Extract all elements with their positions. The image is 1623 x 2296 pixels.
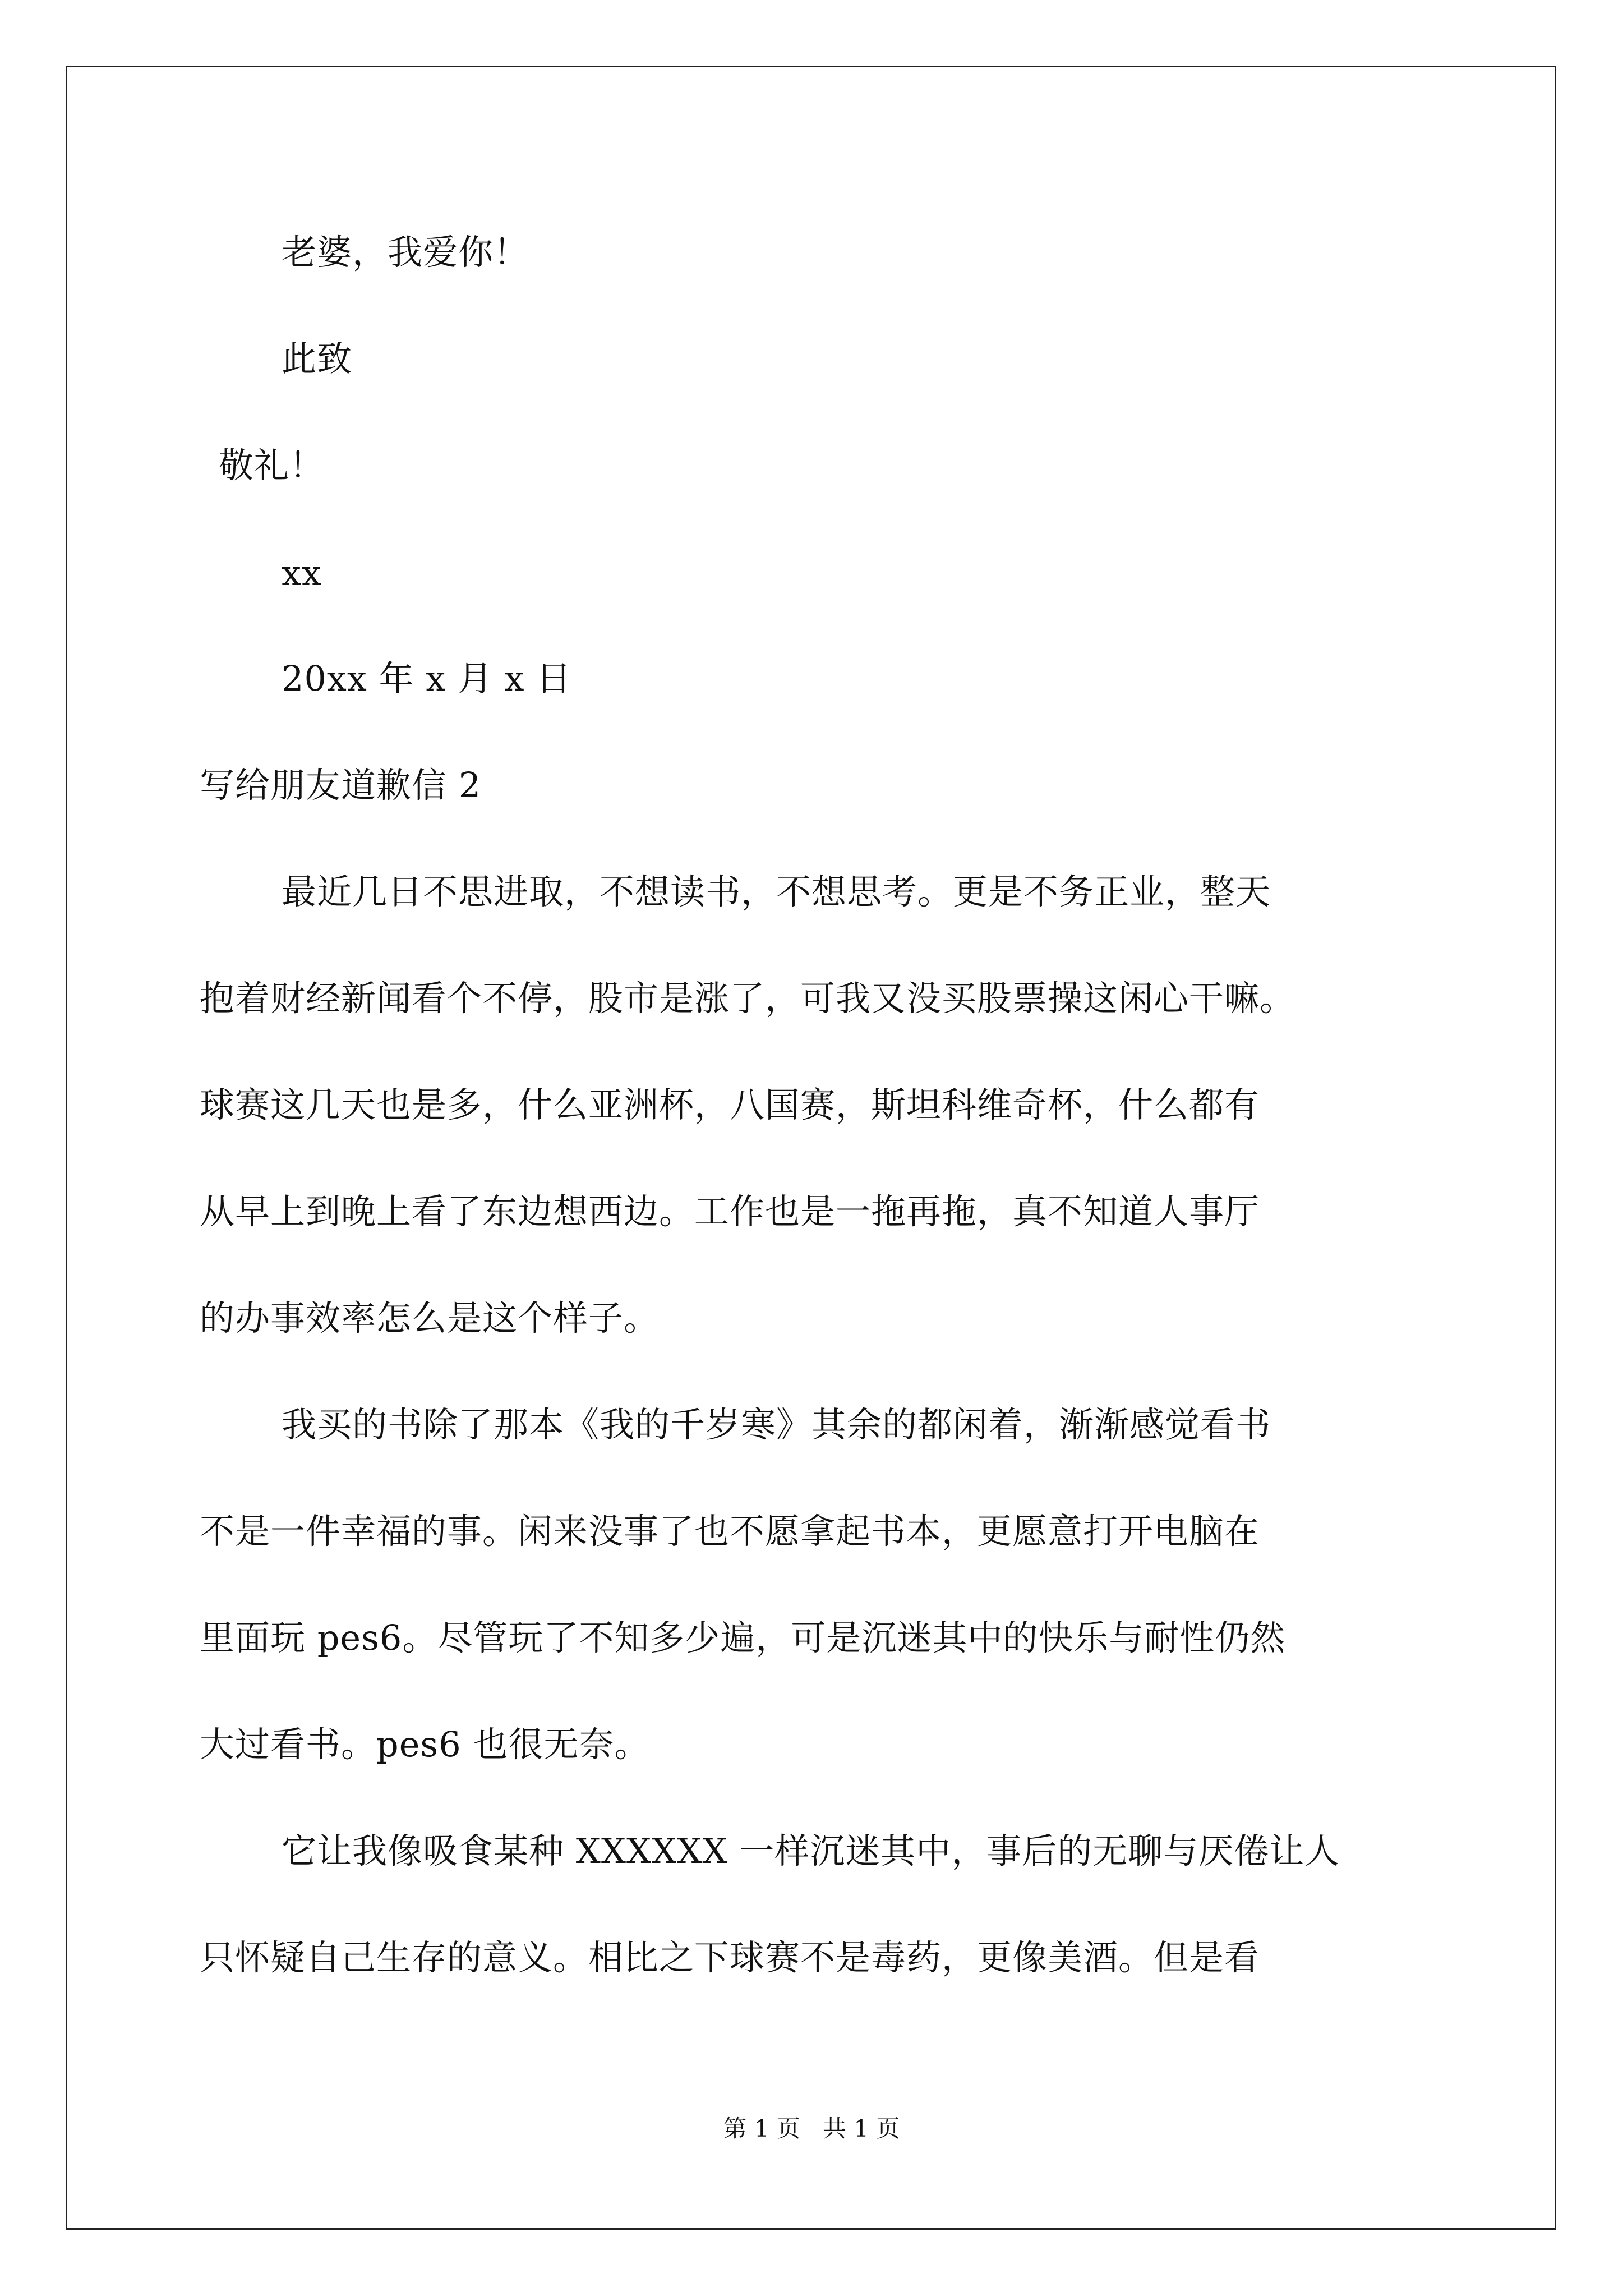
paragraph-3-line-2: 只怀疑自己生存的意义。相比之下球赛不是毒药，更像美酒。但是看 (200, 1937, 1260, 1978)
page-border (66, 66, 1556, 2230)
closing-line-love: 老婆，我爱你！ (282, 232, 529, 273)
page-footer: 第 1 页 共 1 页 (723, 2115, 900, 2142)
paragraph-1-line-3: 球赛这几天也是多，什么亚洲杯，八国赛，斯坦科维奇杯，什么都有 (200, 1084, 1260, 1125)
paragraph-2-line-4: 大过看书。pes6 也很无奈。 (200, 1724, 650, 1765)
closing-line-jingli: 敬礼！ (219, 445, 325, 486)
paragraph-2-line-1: 我买的书除了那本《我的千岁寒》其余的都闲着，渐渐感觉看书 (282, 1404, 1271, 1445)
paragraph-2-line-2: 不是一件幸福的事。闲来没事了也不愿拿起书本，更愿意打开电脑在 (200, 1511, 1260, 1552)
section-title: 写给朋友道歉信 2 (200, 765, 482, 806)
paragraph-3-line-1: 它让我像吸食某种 XXXXXX 一样沉迷其中，事后的无聊与厌倦让人 (282, 1830, 1340, 1871)
closing-line-cizhi: 此致 (282, 338, 353, 379)
paragraph-1-line-4: 从早上到晚上看了东边想西边。工作也是一拖再拖，真不知道人事厅 (200, 1191, 1260, 1232)
paragraph-2-line-3: 里面玩 pes6。尽管玩了不知多少遍，可是沉迷其中的快乐与耐性仍然 (200, 1617, 1286, 1658)
signature: xx (282, 553, 322, 593)
paragraph-1-line-5: 的办事效率怎么是这个样子。 (200, 1297, 660, 1338)
paragraph-1-line-1: 最近几日不思进取，不想读书，不想思考。更是不务正业，整天 (282, 871, 1271, 912)
paragraph-1-line-2: 抱着财经新闻看个不停，股市是涨了，可我又没买股票操这闲心干嘛。 (200, 978, 1295, 1019)
date-line: 20xx 年 x 月 x 日 (282, 658, 572, 699)
